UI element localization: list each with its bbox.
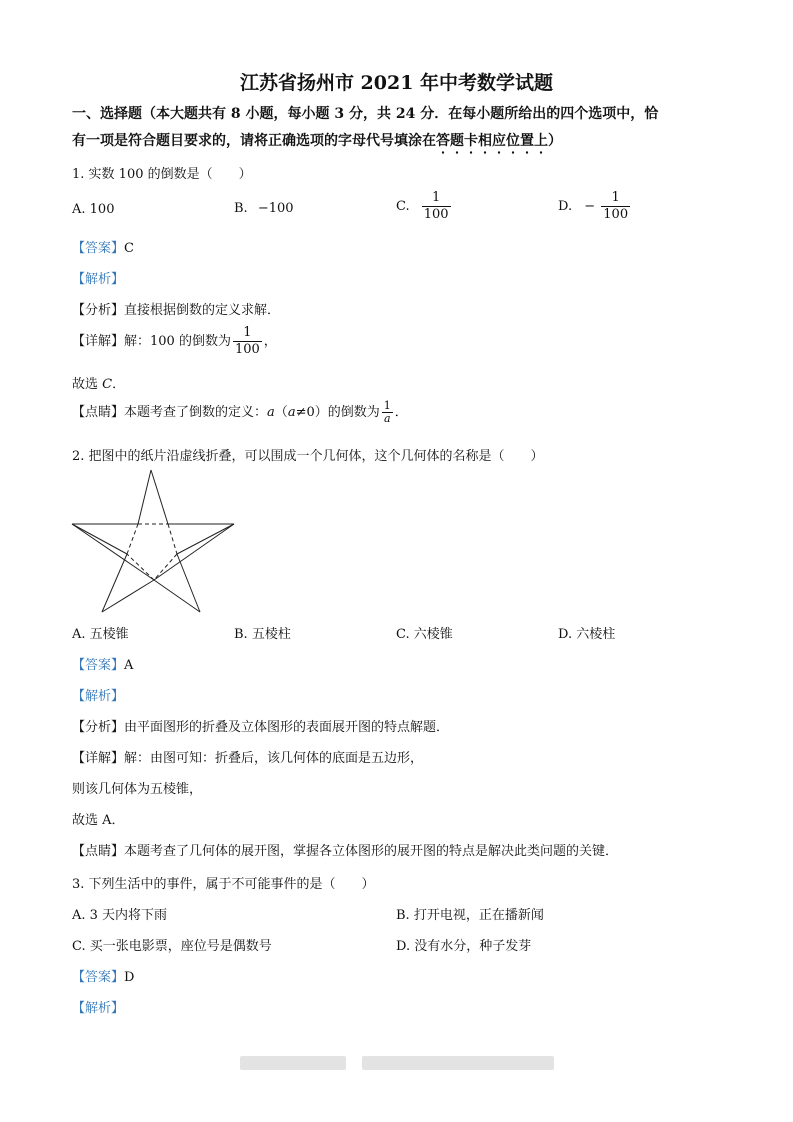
dianjing-text: 本题考查了倒数的定义：	[124, 405, 268, 420]
q2-line2: 则该几何体为五棱锥，	[72, 782, 203, 797]
star-edge	[154, 580, 200, 612]
emphasis-dotted-text: 答题卡相应位置上	[436, 133, 548, 149]
q3-answer	[72, 966, 134, 985]
fold-line	[154, 554, 177, 580]
q2-fenxi	[72, 716, 449, 735]
fold-line	[127, 554, 154, 580]
choose-text: 故选	[72, 377, 103, 392]
star-edge	[154, 524, 234, 580]
answer-value: A	[124, 658, 134, 673]
star-edge	[72, 524, 154, 580]
star-edge	[177, 554, 200, 612]
fold-line	[127, 524, 138, 554]
q2-analysis-tag: 【解析】	[72, 689, 125, 704]
q1-dianjing	[72, 400, 408, 425]
denominator: 100	[423, 207, 449, 222]
q1-option-a: A. 100	[72, 202, 115, 217]
q1-analysis-tag: 【解析】	[72, 272, 125, 287]
q1-option-d	[558, 190, 632, 223]
numerator: 1	[611, 190, 620, 205]
q2-xiangjie	[72, 747, 423, 766]
numerator: 1	[432, 190, 441, 205]
q2-option-a: A. 五棱锥	[72, 627, 129, 642]
section-header-end: ）	[548, 133, 562, 149]
section-header-line1: 一、选择题（本大题共有 8 小题，每小题 3 分，共 24 分．在每小题所给出的四个选项中，恰	[72, 106, 659, 122]
fenxi-text: 由平面图形的折叠及立体图形的表面展开图的特点解题．	[124, 720, 450, 735]
minus-sign: −	[584, 199, 596, 214]
star-edge	[102, 580, 154, 612]
star-net-figure	[70, 468, 236, 616]
page-title: 江苏省扬州市 2021 年中考数学试题	[239, 72, 554, 94]
section-header-line2	[72, 128, 562, 154]
q2-option-d: D. 六棱柱	[558, 627, 616, 642]
answer-value: D	[124, 970, 135, 985]
choose-letter: C	[102, 377, 113, 392]
xiangjie-tag: 【详解】	[72, 751, 125, 766]
q3-option-a: A. 3 天内将下雨	[72, 908, 168, 923]
option-label: B.	[234, 201, 248, 216]
q2-choose: 故选 A．	[72, 813, 125, 828]
q2-option-c: C. 六棱锥	[396, 627, 453, 642]
q3-option-b: B. 打开电视，正在播新闻	[396, 908, 544, 923]
answer-tag: 【答案】	[72, 241, 125, 256]
dianjing-mid: ≠0）的倒数为	[295, 405, 380, 420]
star-edge	[138, 470, 151, 524]
denominator: 100	[234, 342, 260, 357]
dianjing-text: 本题考查了几何体的展开图，掌握各立体图形的展开图的特点是解决此类问题的关键．	[124, 844, 619, 859]
paren: （	[274, 405, 288, 420]
star-edge	[102, 554, 127, 612]
denominator: 100	[603, 207, 629, 222]
star-edge	[72, 524, 127, 554]
section-header-text: 有一项是符合题目要求的，请将正确选项的字母代号填涂在	[72, 133, 436, 149]
q2-option-b: B. 五棱柱	[234, 627, 291, 642]
dianjing-end: ．	[394, 405, 408, 420]
option-label: D.	[558, 199, 573, 214]
choose-end: ．	[112, 377, 126, 392]
question-3-stem: 3. 下列生活中的事件，属于不可能事件的是（ ）	[72, 877, 375, 892]
q1-choose	[72, 373, 125, 392]
q1-option-b	[234, 201, 294, 216]
fold-line	[168, 524, 177, 554]
numerator: 1	[383, 399, 391, 412]
var-a: a	[287, 405, 296, 420]
q2-dianjing	[72, 840, 618, 859]
q3-analysis-tag: 【解析】	[72, 1001, 125, 1016]
xiangjie-tag: 【详解】	[72, 334, 125, 349]
fenxi-tag: 【分析】	[72, 720, 125, 735]
fraction	[382, 400, 393, 425]
star-edge	[151, 470, 168, 524]
q1-option-c	[396, 190, 453, 223]
blurred-footer-block	[240, 1056, 346, 1070]
q1-answer	[72, 237, 134, 256]
q2-answer	[72, 654, 133, 673]
star-edge	[177, 524, 234, 554]
option-label: C.	[396, 199, 410, 214]
fraction	[233, 325, 262, 358]
dianjing-tag: 【点睛】	[72, 844, 125, 859]
answer-tag: 【答案】	[72, 658, 125, 673]
xiangjie-text: 解：100 的倒数为	[124, 334, 231, 349]
question-1-stem: 1. 实数 100 的倒数是（ ）	[72, 167, 252, 182]
option-value: −100	[257, 201, 294, 216]
q3-option-d: D. 没有水分，种子发芽	[396, 939, 532, 954]
answer-tag: 【答案】	[72, 970, 125, 985]
numerator: 1	[243, 325, 252, 340]
denominator: a	[383, 412, 391, 425]
var-a: a	[267, 405, 275, 420]
fenxi-text: 直接根据倒数的定义求解．	[124, 303, 281, 318]
fenxi-tag: 【分析】	[72, 303, 125, 318]
blurred-footer-block	[362, 1056, 554, 1070]
q3-option-c: C. 买一张电影票，座位号是偶数号	[72, 939, 272, 954]
q1-fenxi	[72, 299, 280, 318]
fraction	[601, 190, 630, 223]
xiangjie-text: 解：由图可知：折叠后，该几何体的底面是五边形，	[124, 751, 424, 766]
q1-xiangjie	[72, 325, 277, 358]
fraction	[422, 190, 451, 223]
xiangjie-end: ，	[263, 334, 277, 349]
question-2-stem: 2. 把图中的纸片沿虚线折叠，可以围成一个几何体，这个几何体的名称是（ ）	[72, 449, 544, 464]
answer-value: C	[124, 241, 134, 256]
dianjing-tag: 【点睛】	[72, 405, 125, 420]
